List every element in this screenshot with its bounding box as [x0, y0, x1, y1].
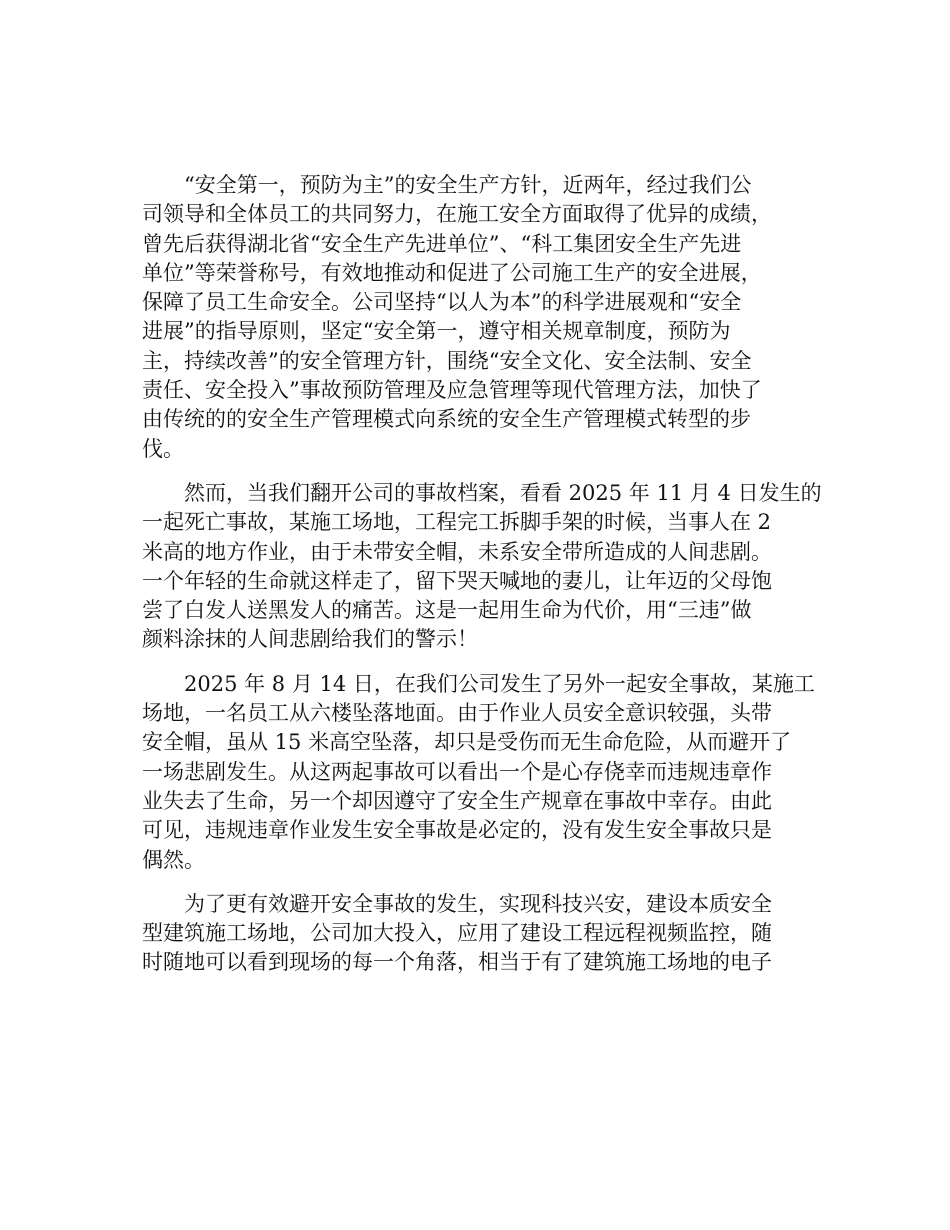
text-line: 场地，一名员工从六楼坠落地面。由于作业人员安全意识较强，头带 — [142, 701, 772, 726]
paragraph-video-monitoring — [142, 890, 812, 978]
text-line: 时随地可以看到现场的每一个角落，相当于有了建筑施工场地的电子 — [142, 950, 772, 975]
text-line: “安全第一，预防为主”的安全生产方针，近两年，经过我们公 — [184, 173, 752, 197]
text-line: 米高的地方作业，由于未带安全帽，未系安全带所造成的人间悲剧。 — [142, 539, 772, 564]
text-line: 颜料涂抹的人间悲剧给我们的警示！ — [142, 627, 478, 652]
paragraph-safety-policy — [142, 171, 812, 464]
text-line: 责任、安全投入”事故预防管理及应急管理等现代管理方法，加快了 — [142, 378, 762, 403]
text-line: 2025 年 8 月 14 日，在我们公司发生了另外一起安全事故，某施工 — [184, 671, 815, 696]
text-line: 由传统的的安全生产管理模式向系统的安全生产管理模式转型的步 — [142, 407, 751, 432]
text-line: 业失去了生命，另一个却因遵守了安全生产规章在事故中幸存。由此 — [142, 788, 772, 813]
text-line: 主，持续改善”的安全管理方针，围绕“安全文化、安全法制、安全 — [142, 348, 752, 373]
text-line: 型建筑施工场地，公司加大投入，应用了建设工程远程视频监控，随 — [142, 921, 772, 946]
text-line: 司领导和全体员工的共同努力，在施工安全方面取得了优异的成绩， — [142, 202, 772, 227]
text-line: 进展”的指导原则，坚定“安全第一，遵守相关规章制度，预防为 — [142, 319, 731, 344]
text-line: 单位”等荣誉称号，有效地推动和促进了公司施工生产的安全进展， — [142, 260, 762, 285]
text-line: 偶然。 — [142, 847, 205, 872]
text-line: 一个年轻的生命就这样走了，留下哭天喊地的妻儿，让年迈的父母饱 — [142, 568, 772, 593]
paragraph-fatal-accident — [142, 479, 822, 655]
text-line: 然而，当我们翻开公司的事故档案，看看 2025 年 11 月 4 日发生的 — [184, 480, 822, 505]
paragraph-survived-accident — [142, 670, 815, 875]
text-line: 伐。 — [142, 436, 184, 461]
text-line: 可见，违规违章作业发生安全事故是必定的，没有发生安全事故只是 — [142, 818, 772, 843]
text-line: 保障了员工生命安全。公司坚持“以人为本”的科学进展观和“安全 — [142, 290, 742, 315]
text-line: 尝了白发人送黑发人的痛苦。这是一起用生命为代价，用“三违”做 — [142, 598, 752, 623]
text-line: 曾先后获得湖北省“安全生产先进单位”、“科工集团安全生产先进 — [142, 231, 742, 256]
text-line: 为了更有效避开安全事故的发生，实现科技兴安，建设本质安全 — [184, 891, 772, 916]
text-line: 安全帽，虽从 15 米高空坠落，却只是受伤而无生命危险，从而避开了 — [142, 730, 792, 755]
text-line: 一起死亡事故，某施工场地，工程完工拆脚手架的时候，当事人在 2 — [142, 510, 772, 535]
document-body — [142, 171, 822, 993]
text-line: 一场悲剧发生。从这两起事故可以看出一个是心存侥幸而违规违章作 — [142, 759, 772, 784]
